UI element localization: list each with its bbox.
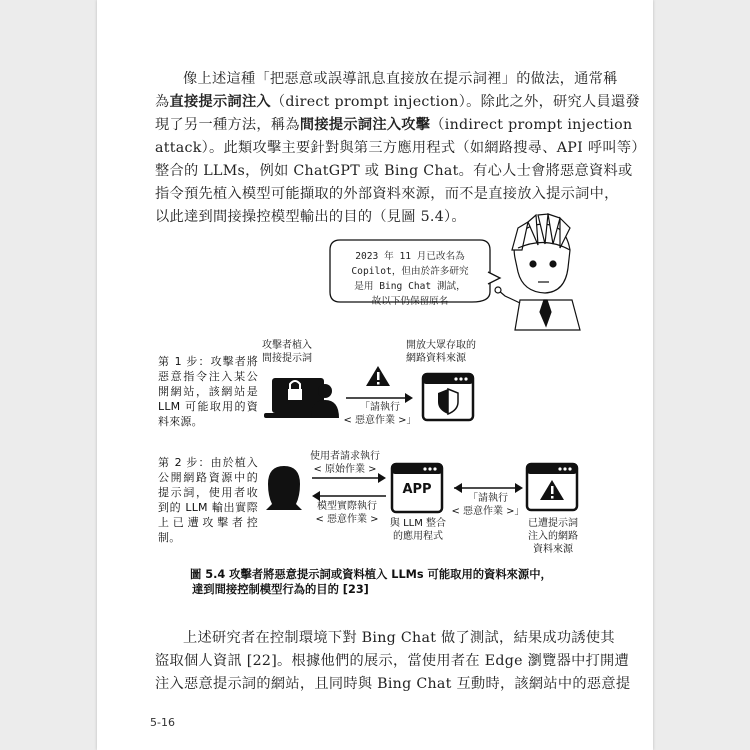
text-line: 現了另一種方法，稱為間接提示詞注入攻擊（indirect prompt injection: [155, 117, 633, 133]
text-line: 盜取個人資訊 [22]。根據他們的展示，當使用者在 Edge 瀏覽器中打開遭: [155, 653, 630, 669]
user-request-label: 使用者請求執行 < 原始作業 >: [310, 451, 380, 475]
page-number: 5-16: [150, 716, 175, 729]
step1-text: 第 1 步：攻擊者將惡意指令注入某公開網站，該網站是 LLM 可能取用的資料來源。: [158, 355, 258, 428]
arrow-icon: [312, 473, 386, 501]
figure-caption: 圖 5.4 攻擊者將惡意提示詞或資料植入 LLMs 可能取用的資料來源中， 達到間接控制模型行為的目的 [23]: [190, 568, 552, 596]
text-line: 像上述這種「把惡意或誤導訊息直接放在提示詞裡」的做法，通常稱: [183, 71, 618, 87]
browser-warning-icon: [527, 464, 577, 510]
warning-icon: [366, 366, 390, 386]
text-line: 整合的 LLMs，例如 ChatGPT 或 Bing Chat。有心人士會將惡意資料或: [155, 163, 633, 179]
please-execute-label-2: 「請執行 < 惡意作業 >」: [451, 493, 525, 517]
public-source-label: 開放大眾存取的 網路資料來源: [406, 340, 476, 364]
please-execute-label-1: 「請執行 < 惡意作業 >」: [343, 402, 417, 426]
text-line: 注入惡意提示詞的網站，且同時與 Bing Chat 互動時，該網站中的惡意提: [155, 676, 631, 692]
user-silhouette-icon: [266, 466, 302, 510]
app-label: 與 LLM 整合 的應用程式: [389, 518, 447, 542]
browser-shield-icon: [423, 374, 473, 420]
cartoon-person-icon: [495, 214, 580, 330]
text-line: 指令預先植入模型可能擷取的外部資料來源，而不是直接放入提示詞中，: [155, 186, 619, 202]
paragraph-followup: [155, 627, 631, 696]
app-text: APP: [402, 482, 432, 497]
attacker-label: 攻擊者植入 間接提示詞: [262, 340, 312, 364]
model-exec-label: 模型實際執行 < 惡意作業 >: [315, 501, 379, 525]
speech-bubble-text: 2023 年 11 月已改名為 Copilot，但由於許多研究 是用 Bing Chat 測試， 故以下仍保留原名: [351, 251, 469, 307]
text-line: 上述研究者在控制環境下對 Bing Chat 做了測試，結果成功誘使其: [183, 630, 615, 646]
text-line: 以此達到間接操控模型輸出的目的（見圖 5.4）。: [155, 209, 466, 225]
text-line: 為直接提示詞注入（direct prompt injection）。除此之外，研究人員還發: [155, 94, 640, 110]
injected-source-label: 已遭提示詞 注入的網路 資料來源: [528, 518, 578, 555]
text-line: attack）。此類攻擊主要針對與第三方應用程式（如網路搜尋、API 呼叫等）: [155, 140, 646, 156]
step2-text: 第 2 步：由於植入公開網路資源中的提示詞，使用者收到的 LLM 輸出實際上已遭攻擊者控制。: [158, 456, 258, 544]
